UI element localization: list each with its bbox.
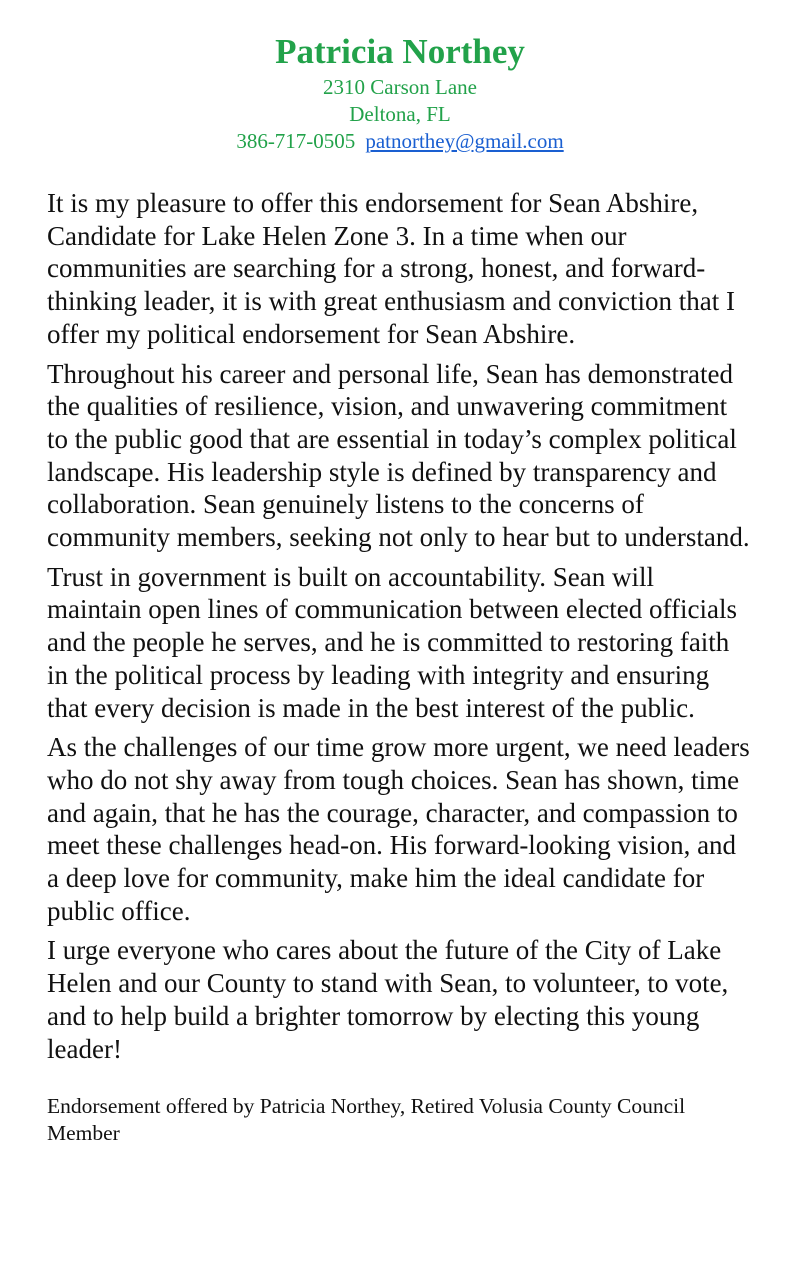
paragraph-5: I urge everyone who cares about the future of the City of Lake Helen and our County to stand with Sean, to volunteer, to vote, and to help build a brighter tomorrow by electing this young leader! — [47, 935, 729, 1064]
letter-body — [47, 187, 753, 1065]
city-state: Deltona, FL — [349, 102, 451, 126]
letterhead — [47, 30, 753, 155]
contact-line — [47, 128, 753, 155]
paragraph-1: It is my pleasure to offer this endorsement for Sean Abshire, Candidate for Lake Helen Zone 3. In a time when our communities are searching for a strong, honest, and forward-thinking leader, it is with great enthusiasm and conviction that I offer my political endorsement for Sean Abshire. — [47, 188, 736, 349]
paragraph-4: As the challenges of our time grow more urgent, we need leaders who do not shy away from tough choices. Sean has shown, time and again, that he has the courage, character, and compassion to meet these challenges head-on. His forward-looking vision, and a deep love for community, make him the ideal candidate for public office. — [47, 732, 750, 926]
paragraph-2: Throughout his career and personal life, Sean has demonstrated the qualities of resilience, vision, and unwavering commitment to the public good that are essential in today’s complex political landscape. His leadership style is defined by transparency and collaboration. Sean genuinely listens to the concerns of community members, seeking not only to hear but to understand. — [47, 358, 750, 553]
phone-number: 386-717-0505 — [236, 129, 356, 153]
endorsement-signoff: Endorsement offered by Patricia Northey, Retired Volusia County Council Member — [47, 1094, 686, 1146]
paragraph-3: Trust in government is built on accountability. Sean will maintain open lines of communication between elected officials and the people he serves, and he is committed to restoring faith in the political process by leading with integrity and ensuring that every decision is made in the best interest of the public. — [47, 561, 738, 723]
author-name: Patricia Northey — [275, 32, 525, 71]
email-link[interactable]: patnorthey@gmail.com — [365, 129, 564, 153]
street-address: 2310 Carson Lane — [323, 75, 477, 99]
